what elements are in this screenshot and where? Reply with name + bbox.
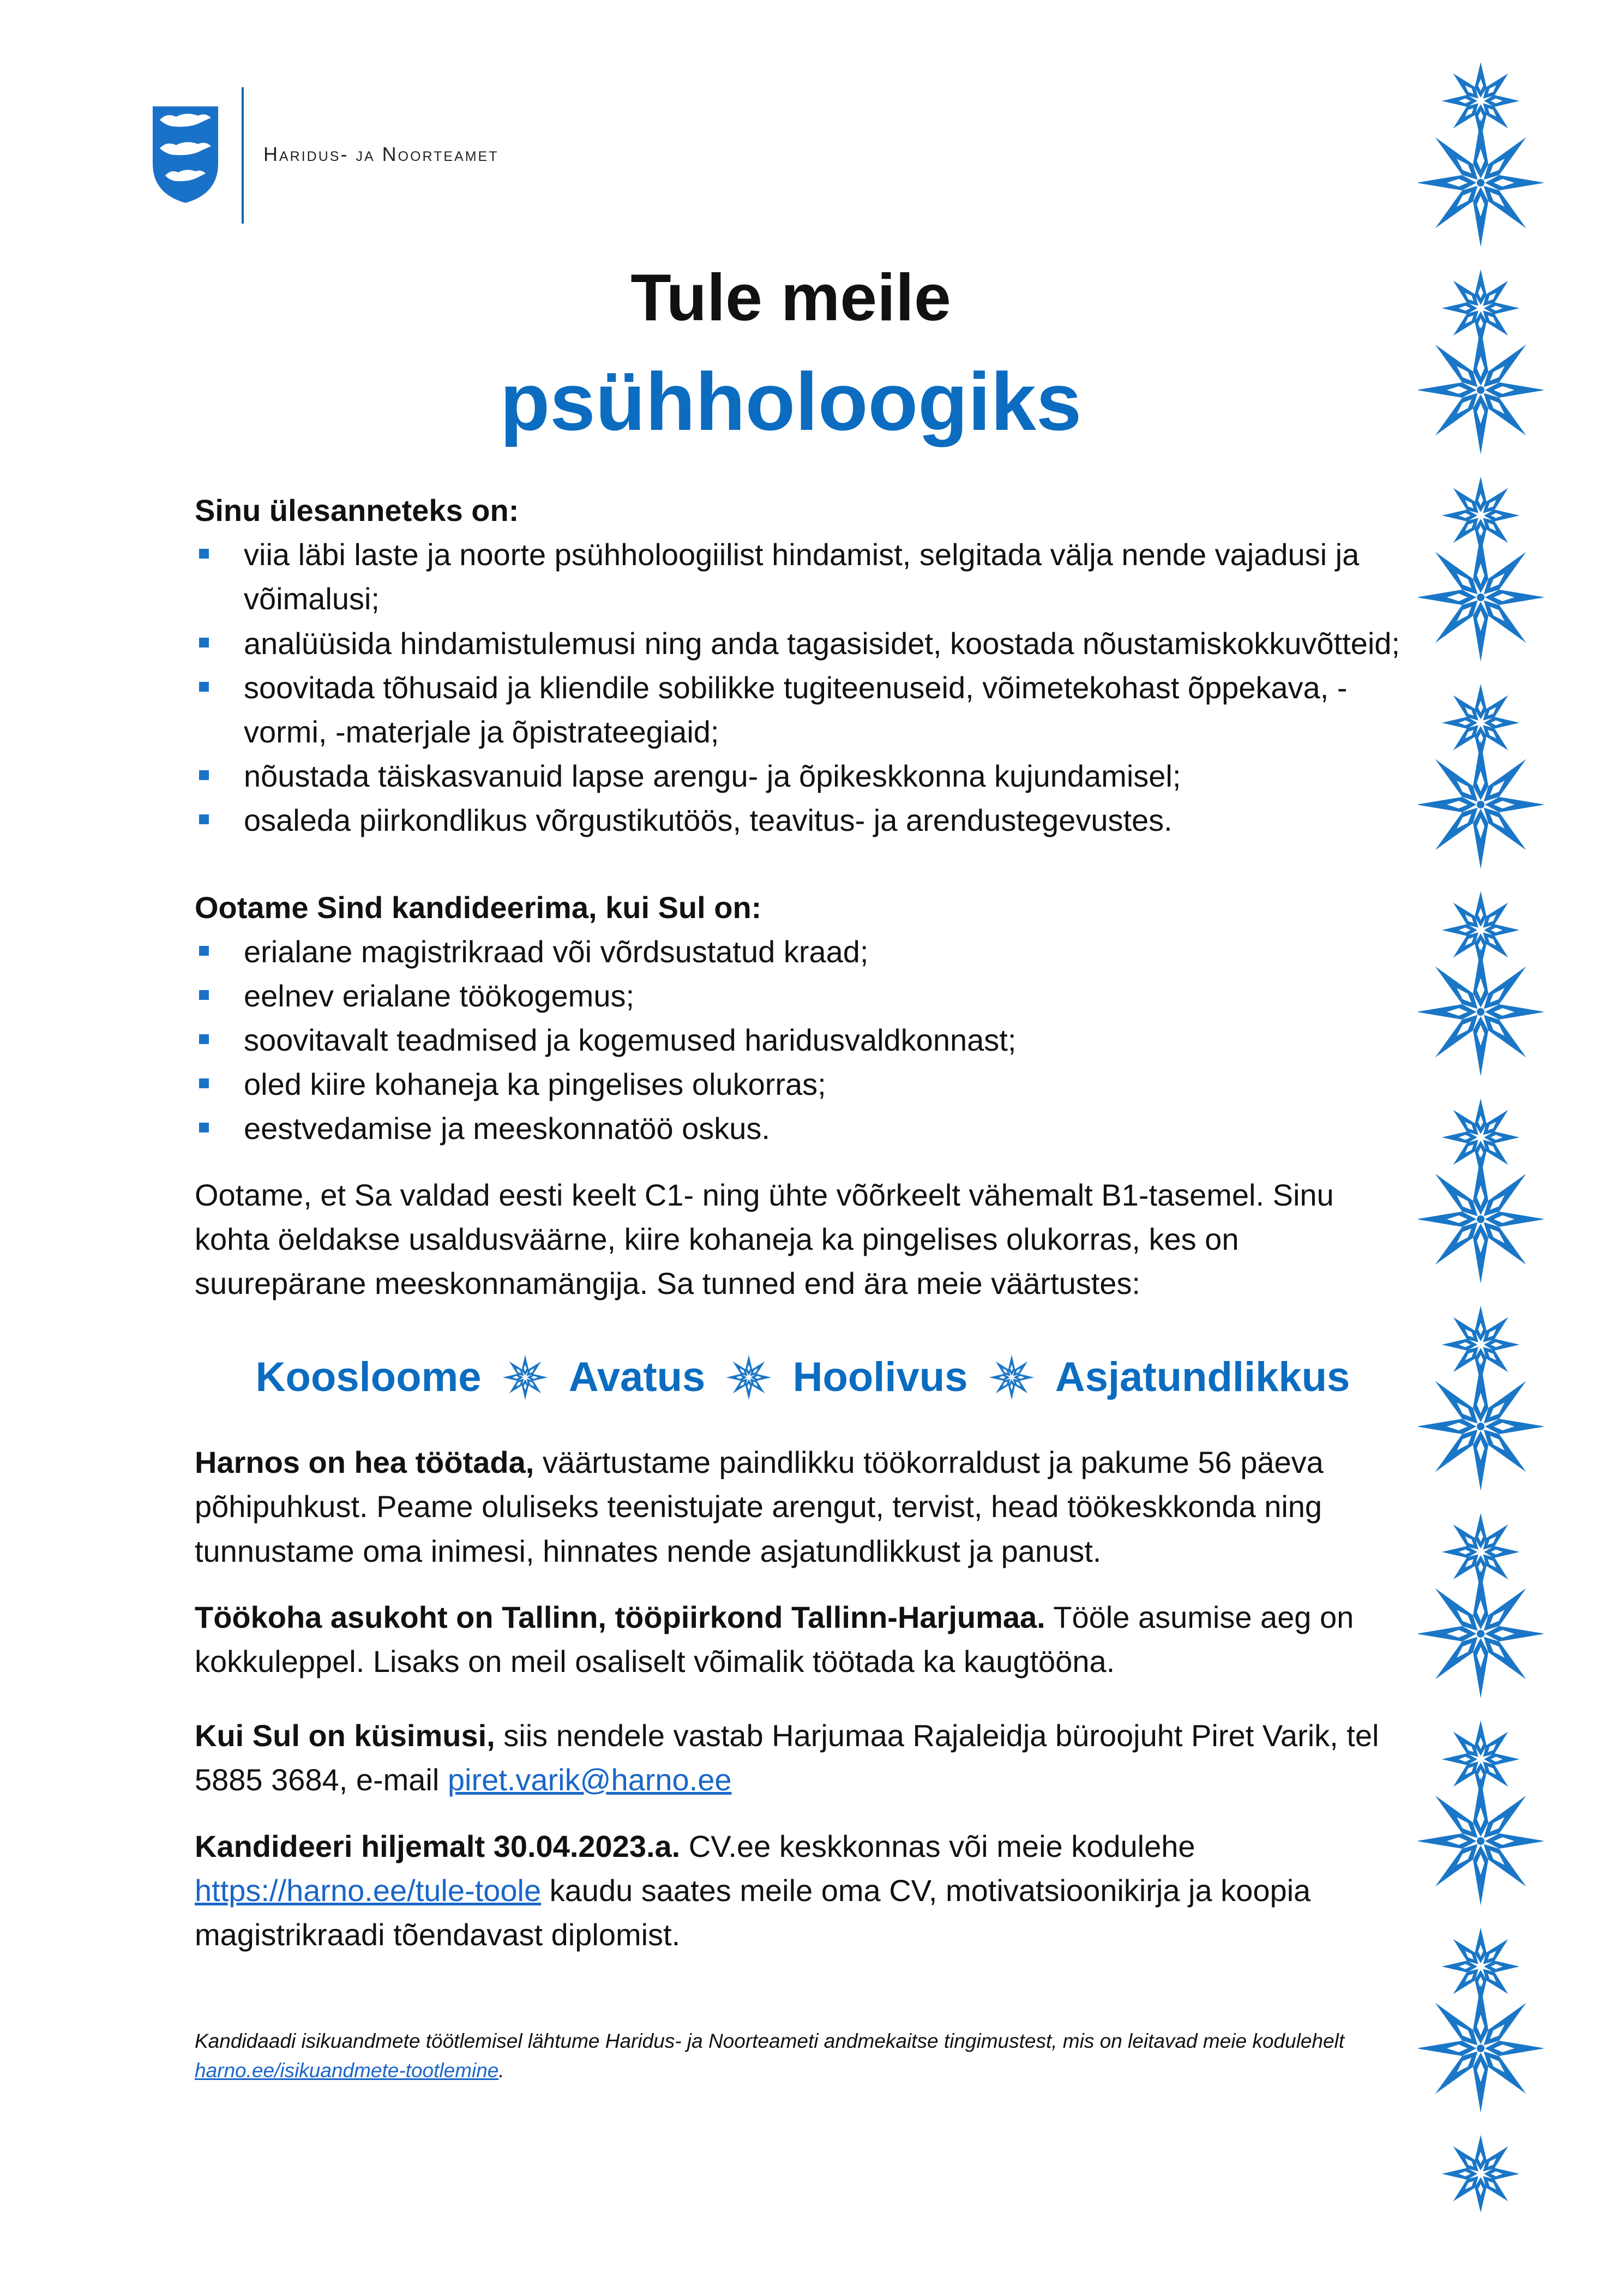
large-star-icon xyxy=(1418,326,1543,454)
footnote-text: Kandidaadi isikuandmete töötlemisel lähtume Haridus- ja Noorteameti andmekaitse tingimustest, mis on leitavad meie kodulehelt xyxy=(195,2030,1345,2052)
large-star-icon xyxy=(1418,1984,1543,2113)
list-item: soovitavalt teadmised ja kogemused haridusvaldkonnast; xyxy=(195,1018,1411,1062)
privacy-footnote xyxy=(195,2027,1411,2085)
list-item: oled kiire kohaneja ka pingelises olukorras; xyxy=(195,1062,1411,1106)
snowflake-star-icon xyxy=(987,1353,1036,1402)
contact-paragraph xyxy=(195,1713,1411,1802)
list-item: viia läbi laste ja noorte psühholoogiilist hindamist, selgitada välja nende vajadusi ja võimalusi; xyxy=(195,532,1411,621)
apply-link[interactable]: https://harno.ee/tule-toole xyxy=(195,1873,542,1908)
requirements-heading: Ootame Sind kandideerima, kui Sul on: xyxy=(195,890,762,925)
snowflake-star-icon xyxy=(501,1353,550,1402)
apply-text: CV.ee keskkonnas või meie kodulehe xyxy=(680,1829,1195,1863)
apply-paragraph xyxy=(195,1824,1411,1957)
expectations-paragraph: Ootame, et Sa valdad eesti keelt C1- ning ühte võõrkeelt vähemalt B1-tasemel. Sinu kohta öeldakse usaldusväärne, kiire kohaneja ka pingelises olukorras, kes on suurepärane meeskonnamängija. Sa tunned end ära meie väärtustes: xyxy=(195,1177,1334,1300)
privacy-link[interactable]: harno.ee/isikuandmete-tootlemine xyxy=(195,2059,499,2082)
location-paragraph xyxy=(195,1595,1411,1683)
list-item: nõustada täiskasvanuid lapse arengu- ja õpikeskkonna kujundamisel; xyxy=(195,754,1411,798)
contact-lead: Kui Sul on küsimusi, xyxy=(195,1718,495,1753)
list-item: analüüsida hindamistulemusi ning anda tagasisidet, koostada nõustamiskokkuvõtteid; xyxy=(195,621,1411,666)
large-star-icon xyxy=(1418,1155,1543,1284)
footnote-end: . xyxy=(498,2059,504,2082)
apply-lead: Kandideeri hiljemalt 30.04.2023.a. xyxy=(195,1829,681,1863)
list-item: eelnev erialane töökogemus; xyxy=(195,974,1411,1018)
tasks-list xyxy=(195,532,1411,842)
header-divider xyxy=(242,87,244,224)
values-row xyxy=(195,1345,1411,1407)
value-hoolivus: Hoolivus xyxy=(792,1354,968,1401)
location-lead: Töökoha asukoht on Tallinn, tööpiirkond Tallinn-Harjumaa. xyxy=(195,1599,1045,1634)
list-item: osaleda piirkondlikus võrgustikutöös, teavitus- ja arendustegevustes. xyxy=(195,798,1411,842)
large-star-icon xyxy=(1418,1362,1543,1491)
benefits-text: väärtustame paindlikku töökorraldust ja pakume 56 päeva põhipuhkust. Peame oluliseks teenistujate arengut, tervist, head töökeskkonda ning tunnustame oma inimesi, hinnates nende asjatundlikkust ja panust. xyxy=(195,1445,1324,1568)
snowflake-star-icon xyxy=(724,1353,773,1402)
requirements-list xyxy=(195,930,1411,1151)
value-koosloome: Koosloome xyxy=(255,1354,482,1401)
tasks-heading: Sinu ülesanneteks on: xyxy=(195,493,519,527)
contact-text: siis nendele vastab Harjumaa Rajaleidja büroojuht Piret Varik, tel 5885 3684, e-mail xyxy=(195,1718,1379,1797)
large-star-icon xyxy=(1418,533,1543,662)
job-ad-body xyxy=(195,488,1411,1957)
contact-email-link[interactable]: piret.varik@harno.ee xyxy=(447,1763,732,1797)
star-pattern-border xyxy=(1418,63,1543,2245)
large-star-icon xyxy=(1418,118,1543,247)
benefits-paragraph xyxy=(195,1440,1411,1573)
small-star-icon xyxy=(1442,2135,1520,2213)
value-asjatundlikkus: Asjatundlikkus xyxy=(1055,1354,1350,1401)
agency-name: Haridus- ja Noorteamet xyxy=(263,143,499,165)
list-item: erialane magistrikraad või võrdsustatud kraad; xyxy=(195,930,1411,974)
coat-of-arms-icon xyxy=(150,104,221,205)
list-item: eestvedamise ja meeskonnatöö oskus. xyxy=(195,1106,1411,1150)
large-star-icon xyxy=(1418,1777,1543,1905)
apply-text-end: kaudu saates meile oma CV, motivatsioonikirja ja koopia magistrikraadi tõendavast diplomist. xyxy=(195,1873,1311,1952)
page-title: Tule meile xyxy=(630,260,951,334)
large-star-icon xyxy=(1418,740,1543,869)
page-subtitle: psühholoogiks xyxy=(500,356,1082,447)
value-avatus: Avatus xyxy=(568,1354,706,1401)
location-text: Tööle asumise aeg on kokkuleppel. Lisaks on meil osaliselt võimalik töötada ka kaugtööna. xyxy=(195,1599,1354,1678)
list-item: soovitada tõhusaid ja kliendile sobilikke tugiteenuseid, võimetekohast õppekava, -vormi, -materjale ja õpistrateegiaid; xyxy=(195,666,1411,754)
large-star-icon xyxy=(1418,948,1543,1076)
benefits-lead: Harnos on hea töötada, xyxy=(195,1445,534,1480)
large-star-icon xyxy=(1418,1569,1543,1698)
